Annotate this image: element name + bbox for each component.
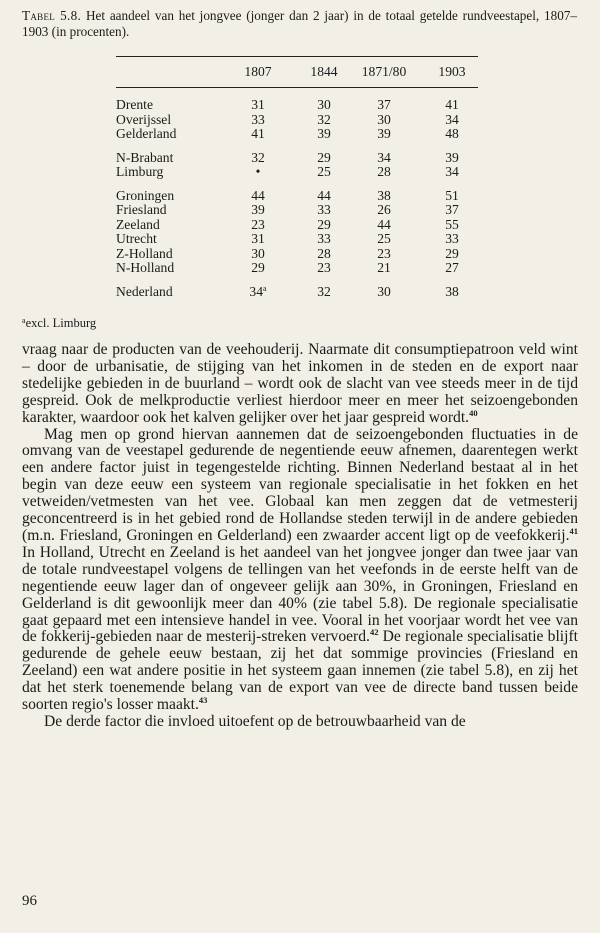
cell-value: 37 bbox=[445, 202, 459, 217]
cell-value: 23 bbox=[317, 260, 331, 275]
cell-value: 55 bbox=[445, 216, 459, 232]
caption-text: Het aandeel van het jongvee (jonger dan 2 jaar) in de totaal getelde rundveestapel, 1807–1903 (in procenten). bbox=[22, 8, 577, 39]
table-cell bbox=[299, 126, 349, 142]
cell-value: 28 bbox=[317, 245, 331, 261]
data-table bbox=[116, 56, 478, 298]
row-label: Friesland bbox=[116, 202, 167, 217]
cell-value: 34 bbox=[249, 283, 264, 299]
table-cell bbox=[359, 164, 409, 180]
cell-value: 28 bbox=[377, 164, 391, 179]
row-label: Limburg bbox=[116, 164, 164, 179]
row-label: N-Holland bbox=[116, 260, 175, 275]
row-label: Groningen bbox=[116, 187, 175, 203]
cell-value: 41 bbox=[251, 126, 265, 141]
row-label: Gelderland bbox=[116, 126, 177, 141]
table-cell bbox=[427, 284, 477, 300]
table-row bbox=[116, 188, 478, 203]
cell-value: 26 bbox=[377, 202, 391, 217]
cell-value: 25 bbox=[377, 231, 391, 246]
cell-value: 29 bbox=[251, 260, 265, 275]
table-row bbox=[116, 284, 478, 299]
footnote-ref: a bbox=[263, 283, 267, 293]
cell-value: 32 bbox=[317, 111, 331, 127]
table-row bbox=[116, 260, 478, 275]
table-cell bbox=[359, 284, 409, 300]
cell-value: 33 bbox=[317, 202, 331, 217]
paragraph bbox=[22, 427, 578, 714]
cell-value: 29 bbox=[445, 245, 459, 261]
row-label: Zeeland bbox=[116, 216, 160, 232]
table-caption bbox=[22, 8, 577, 39]
cell-value: 31 bbox=[251, 231, 265, 246]
cell-value: 25 bbox=[317, 164, 331, 179]
cell-value: 32 bbox=[251, 149, 265, 165]
cell-value: 38 bbox=[445, 283, 459, 299]
table-row bbox=[116, 217, 478, 232]
table-row bbox=[116, 112, 478, 127]
table-header-row bbox=[116, 57, 478, 87]
cell-value: 30 bbox=[317, 97, 331, 112]
table-row bbox=[116, 231, 478, 246]
table-row bbox=[116, 150, 478, 165]
column-header: 1844 bbox=[310, 64, 338, 79]
paragraph bbox=[22, 342, 578, 427]
column-header: 1807 bbox=[244, 64, 272, 79]
cell-value: 37 bbox=[377, 97, 391, 112]
column-header: 1903 bbox=[438, 64, 466, 79]
table-spacer bbox=[116, 88, 478, 97]
cell-value: 34 bbox=[445, 164, 459, 179]
table-cell bbox=[233, 126, 283, 142]
cell-value: 33 bbox=[317, 231, 331, 246]
table-cell bbox=[233, 260, 283, 276]
footnote-ref: 43 bbox=[198, 695, 208, 706]
table-row bbox=[116, 164, 478, 179]
footnote-ref: 40 bbox=[469, 407, 478, 418]
table-row bbox=[116, 126, 478, 141]
cell-value: 33 bbox=[251, 111, 265, 127]
cell-value: 34 bbox=[377, 149, 391, 165]
cell-value: 39 bbox=[445, 149, 459, 165]
cell-value: 39 bbox=[317, 126, 331, 141]
row-label: Overijssel bbox=[116, 111, 172, 127]
table-cell bbox=[427, 260, 477, 276]
text-run: In Holland, Utrecht en Zeeland is het aandeel van het jongvee jonger dan twee jaar van de totale rundveestapel volgens de tellingen van het veefonds in de eerste helft van de negentiende eeuw lager dan of ongeveer gelijk aan 30%, in Groningen, Friesland en Gelderland is dit gewoonlijk meer dan 40% (zie tabel 5.8). De regionale specialisatie gaat gepaard met een intensieve handel in vee. Vooral in het voorjaar wordt het vee van de fokkerij-gebieden naar de mesterij-streken vervoerd. bbox=[22, 543, 578, 646]
cell-value: 44 bbox=[251, 187, 265, 203]
footnote-ref: 41 bbox=[569, 525, 578, 536]
body-text bbox=[22, 342, 578, 731]
cell-value: 29 bbox=[317, 149, 331, 165]
caption-label: Tabel 5.8. bbox=[22, 8, 82, 23]
paragraph bbox=[22, 714, 578, 731]
table-cell bbox=[233, 284, 283, 300]
cell-value: 39 bbox=[377, 126, 391, 141]
row-label: Utrecht bbox=[116, 231, 157, 246]
cell-value: 30 bbox=[377, 283, 391, 299]
cell-value: 27 bbox=[445, 260, 459, 275]
row-label: Drente bbox=[116, 97, 153, 112]
cell-value: 29 bbox=[317, 216, 331, 232]
row-label: N-Brabant bbox=[116, 149, 174, 165]
table-cell bbox=[299, 284, 349, 300]
group-spacer bbox=[116, 179, 478, 188]
cell-value: 32 bbox=[317, 283, 331, 299]
table-row bbox=[116, 97, 478, 112]
column-header: 1871/80 bbox=[361, 64, 407, 79]
row-label: Nederland bbox=[116, 283, 173, 299]
cell-value: 21 bbox=[377, 260, 391, 275]
cell-value: 30 bbox=[251, 245, 265, 261]
cell-value: 39 bbox=[251, 202, 265, 217]
table-cell bbox=[233, 164, 283, 180]
cell-value: 38 bbox=[377, 187, 391, 203]
cell-value: 23 bbox=[377, 245, 391, 261]
table-row bbox=[116, 246, 478, 261]
row-label: Z-Holland bbox=[116, 245, 173, 261]
table-cell bbox=[427, 126, 477, 142]
cell-value: 30 bbox=[377, 111, 391, 127]
cell-value: 48 bbox=[445, 126, 459, 141]
table-cell bbox=[359, 260, 409, 276]
text-run: De derde factor die invloed uitoefent op de betrouwbaarheid van de bbox=[44, 712, 466, 730]
table-row bbox=[116, 202, 478, 217]
text-run: De regionale specialisatie blijft gedurende de gehele eeuw bestaan, zij het dat sommige provincies (Friesland en Zeeland) een wat andere positie in het systeem gaan innemen (zie tabel 5.8), en zij het dat het sterk toenemende belang van de export van vee de directe band tussen beide soorten regio's losser maakt. bbox=[22, 628, 578, 714]
table-cell bbox=[299, 260, 349, 276]
text-run: vraag naar de producten van de veehouderij. Naarmate dit consumptiepatroon veld wint – door de urbanisatie, de stijging van het inkomen in de steden en de export naar stedelijke gebieden in de buurland – wordt ook de slacht van vee steeds meer in de tijd gespreid. Ook de melkproductie verliest hierdoor meer en meer het seizoengebonden karakter, waardoor ook het kalven gelijker over het jaar gespreid wordt. bbox=[22, 341, 578, 426]
footnote-mark: a bbox=[22, 316, 26, 325]
table-cell bbox=[299, 164, 349, 180]
cell-value: 23 bbox=[251, 216, 265, 232]
cell-value: 34 bbox=[445, 111, 459, 127]
cell-value: 33 bbox=[445, 231, 459, 246]
table-cell bbox=[427, 164, 477, 180]
table-footnote bbox=[22, 316, 96, 331]
footnote-text: excl. Limburg bbox=[25, 316, 97, 330]
text-run: Mag men op grond hiervan aannemen dat de seizoengebonden fluctuaties in de omvang van de veestapel gedurende de negentiende eeuw afnemen, daarentegen werkt een andere factor juist in tegengestelde richting. Binnen Nederland bestaat al in het begin van deze eeuw een systeem van regionale specialisatie in het fokken en het vetweiden/vetmesten van het vee. Globaal kan men zeggen dat de vetmesterij geconcentreerd is in het gebied rond de Hollandse steden terwijl in de andere gebieden (m.n. Friesland, Groningen en Gelderland) een zwaarder accent ligt op de veefokkerij. bbox=[22, 425, 578, 544]
cell-value: 44 bbox=[317, 187, 331, 203]
footnote-ref: 42 bbox=[369, 627, 379, 638]
cell-value: • bbox=[255, 164, 261, 179]
cell-value: 31 bbox=[251, 97, 265, 112]
cell-value: 41 bbox=[445, 97, 459, 112]
table-cell bbox=[359, 126, 409, 142]
cell-value: 44 bbox=[377, 216, 391, 232]
page-number: 96 bbox=[22, 893, 37, 909]
cell-value: 51 bbox=[445, 187, 459, 203]
